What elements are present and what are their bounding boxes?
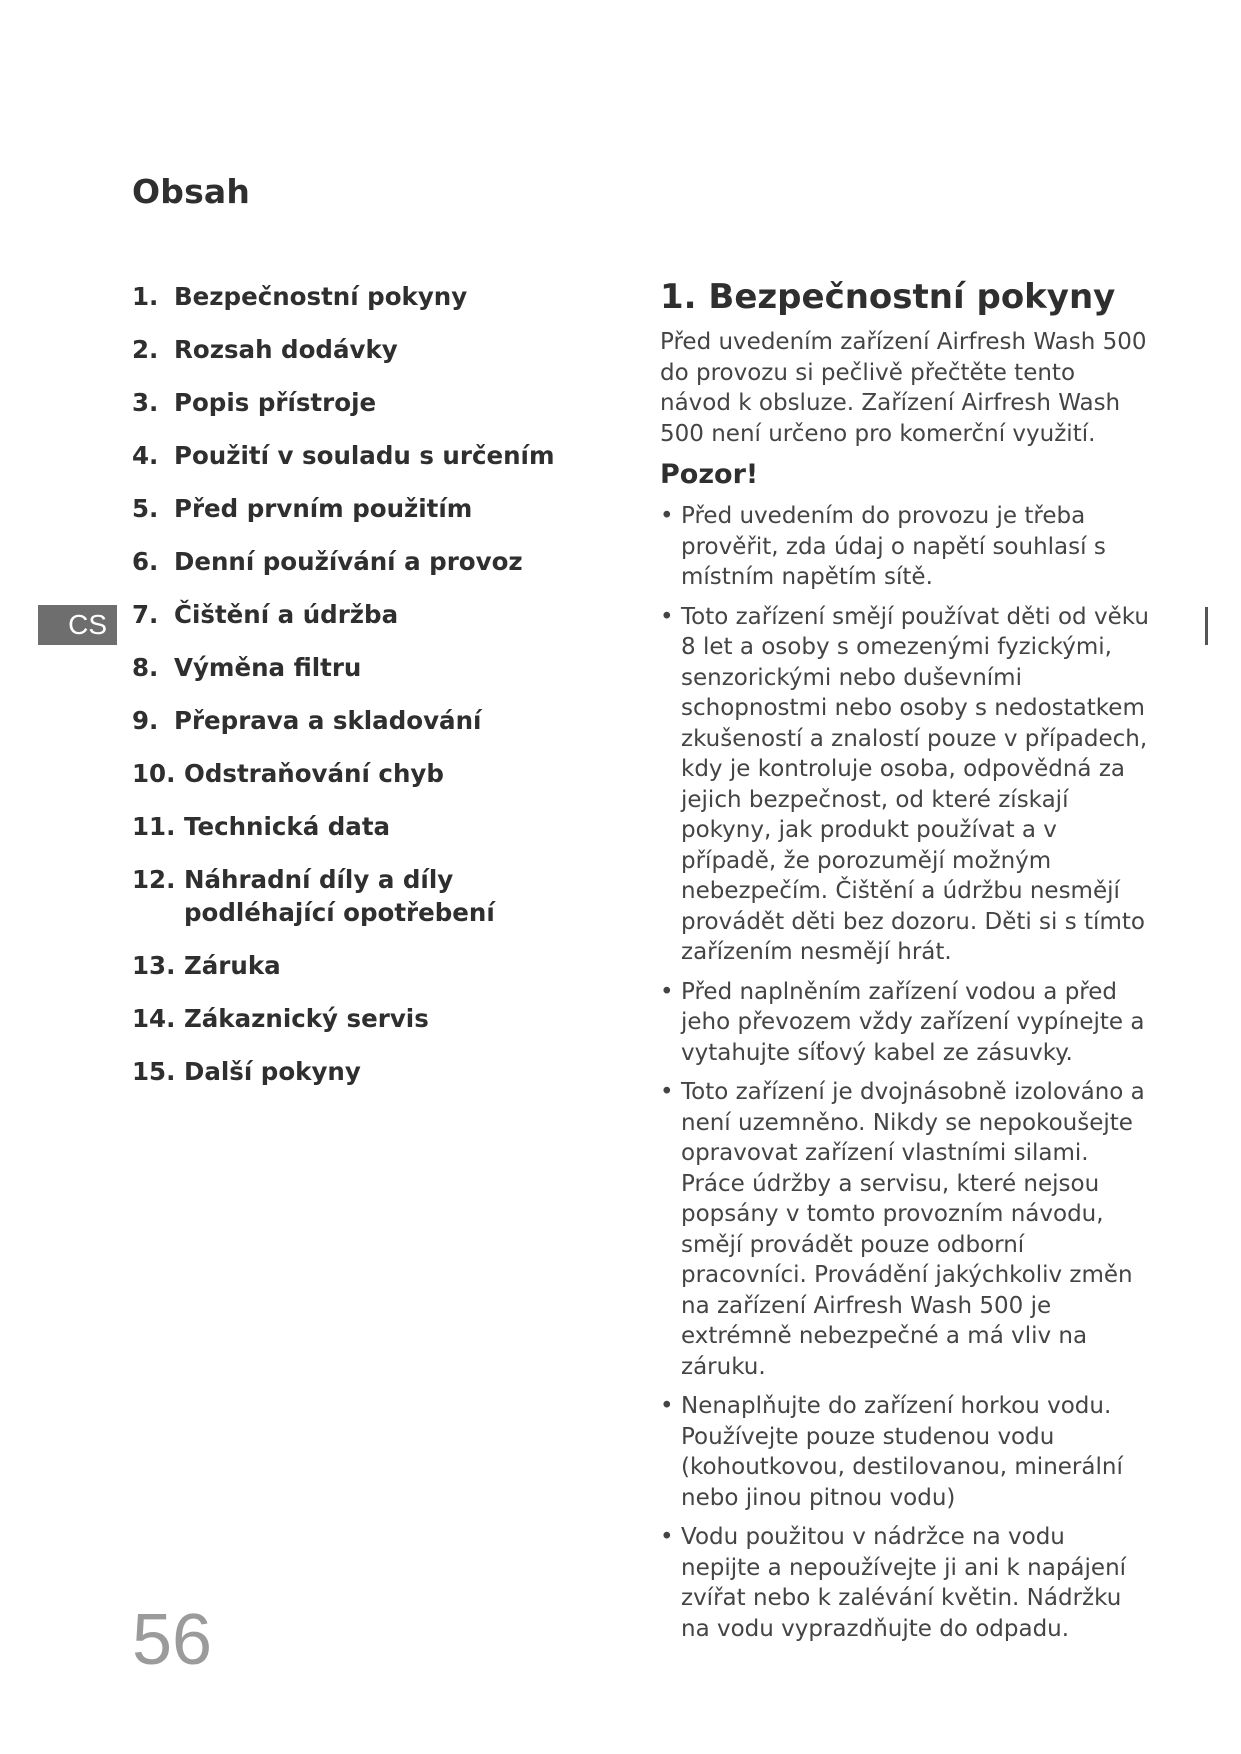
- toc-number: 8.: [132, 653, 159, 682]
- toc-item: [132, 439, 612, 472]
- table-of-contents: [132, 280, 612, 1108]
- list-item: [660, 602, 1150, 968]
- toc-label: Bezpečnostní pokyny: [174, 282, 468, 311]
- list-item: [660, 1522, 1150, 1644]
- toc-label: Přeprava a skladování: [174, 706, 482, 735]
- toc-item: [132, 1055, 612, 1088]
- warning-heading: Pozor!: [660, 459, 759, 490]
- toc-number: 14.: [132, 1004, 176, 1033]
- toc-item: [132, 949, 612, 982]
- toc-number: 9.: [132, 706, 159, 735]
- toc-number: 10.: [132, 759, 176, 788]
- bullet-text: Před uvedením do provozu je třeba prověřit, zda údaj o napětí souhlasí s místním napětím sítě.: [681, 503, 1106, 590]
- language-tab: CS: [38, 605, 117, 645]
- toc-label: Další pokyny: [184, 1057, 361, 1086]
- toc-number: 1.: [132, 282, 159, 311]
- toc-label: Odstraňování chyb: [184, 759, 444, 788]
- bullet-icon: •: [660, 978, 674, 1005]
- toc-number: 15.: [132, 1057, 176, 1086]
- side-marker-bar: [1205, 607, 1208, 645]
- toc-label: Záruka: [184, 951, 281, 980]
- toc-label: Náhradní díly a díly podléhající opotřebení: [184, 865, 495, 927]
- safety-section: [660, 275, 1150, 1653]
- toc-number: 3.: [132, 388, 159, 417]
- bullet-text: Před naplněním zařízení vodou a před jeho převozem vždy zařízení vypínejte a vytahujte síťový kabel ze zásuvky.: [681, 978, 1145, 1066]
- toc-item: [132, 333, 612, 366]
- toc-label: Technická data: [184, 812, 391, 841]
- section-intro: Před uvedením zařízení Airfresh Wash 500 do provozu si pečlivě přečtěte tento návod k obsluze. Zařízení Airfresh Wash 500 není určeno pro komerční využití.: [660, 329, 1147, 447]
- bullet-text: Toto zařízení smějí používat děti od věku 8 let a osoby s omezenými fyzickými, senzorickými nebo duševními schopnostmi nebo osoby s nedostatkem zkušeností a znalostí pouze v případech, kdy je kontroluje osoba, odpovědná za jejich bezpečnost, od které získají pokyny, jak produkt používat a v případě, že porozumějí možným nebezpečím. Čištění a údržbu nesmějí provádět děti bez dozoru. Děti si s tímto zařízením nesmějí hrát.: [681, 603, 1149, 965]
- list-item: [660, 1077, 1150, 1382]
- toc-item: [132, 704, 612, 737]
- toc-item: [132, 863, 612, 929]
- toc-label: Denní používání a provoz: [174, 547, 523, 576]
- toc-label: Čištění a údržba: [174, 600, 399, 629]
- bullet-text: Nenaplňujte do zařízení horkou vodu. Používejte pouze studenou vodu (kohoutkovou, destilovanou, minerální nebo jinou pitnou vodu): [681, 1393, 1123, 1511]
- toc-number: 11.: [132, 812, 176, 841]
- toc-number: 13.: [132, 951, 176, 980]
- toc-number: 5.: [132, 494, 159, 523]
- toc-label: Použití v souladu s určením: [174, 441, 555, 470]
- toc-label: Rozsah dodávky: [174, 335, 398, 364]
- toc-number: 4.: [132, 441, 159, 470]
- toc-item: [132, 492, 612, 525]
- page-title: Obsah: [132, 172, 251, 211]
- bullet-icon: •: [660, 1524, 674, 1550]
- toc-label: Před prvním použitím: [174, 494, 473, 523]
- toc-item: [132, 280, 612, 313]
- toc-number: 12.: [132, 865, 176, 894]
- toc-item: [132, 386, 612, 419]
- list-item: [660, 1391, 1150, 1513]
- bullet-text: Vodu použitou v nádržce na vodu nepijte a nepoužívejte ji ani k napájení zvířat nebo k zalévání květin. Nádržku na vodu vyprazdňujte do odpadu.: [681, 1524, 1127, 1642]
- section-title: 1. Bezpečnostní pokyny: [660, 277, 1116, 317]
- bullet-icon: •: [660, 1079, 674, 1105]
- toc-item: [132, 1002, 612, 1035]
- toc-item: [132, 810, 612, 843]
- toc-item: [132, 598, 612, 631]
- bullet-icon: •: [660, 1393, 674, 1419]
- toc-number: 6.: [132, 547, 159, 576]
- bullet-icon: •: [660, 503, 674, 529]
- toc-label: Výměna filtru: [174, 653, 362, 682]
- toc-item: [132, 757, 612, 790]
- toc-label: Popis přístroje: [174, 388, 377, 417]
- toc-number: 2.: [132, 335, 159, 364]
- bullet-text: Toto zařízení je dvojnásobně izolováno a není uzemněno. Nikdy se nepokoušejte opravovat zařízení vlastními silami. Práce údržby a servisu, které nejsou popsány v tomto provozním návodu, smějí provádět pouze odborní pracovníci. Provádění jakýchkoliv změn na zařízení Airfresh Wash 500 je extrémně nebezpečné a má vliv na záruku.: [681, 1079, 1145, 1380]
- safety-bullet-list: [660, 501, 1150, 1644]
- toc-item: [132, 651, 612, 684]
- toc-number: 7.: [132, 600, 159, 629]
- page-number: 56: [132, 1600, 213, 1680]
- toc-item: [132, 545, 612, 578]
- bullet-icon: •: [660, 603, 674, 630]
- list-item: [660, 501, 1150, 593]
- toc-label: Zákaznický servis: [184, 1004, 429, 1033]
- list-item: [660, 977, 1150, 1069]
